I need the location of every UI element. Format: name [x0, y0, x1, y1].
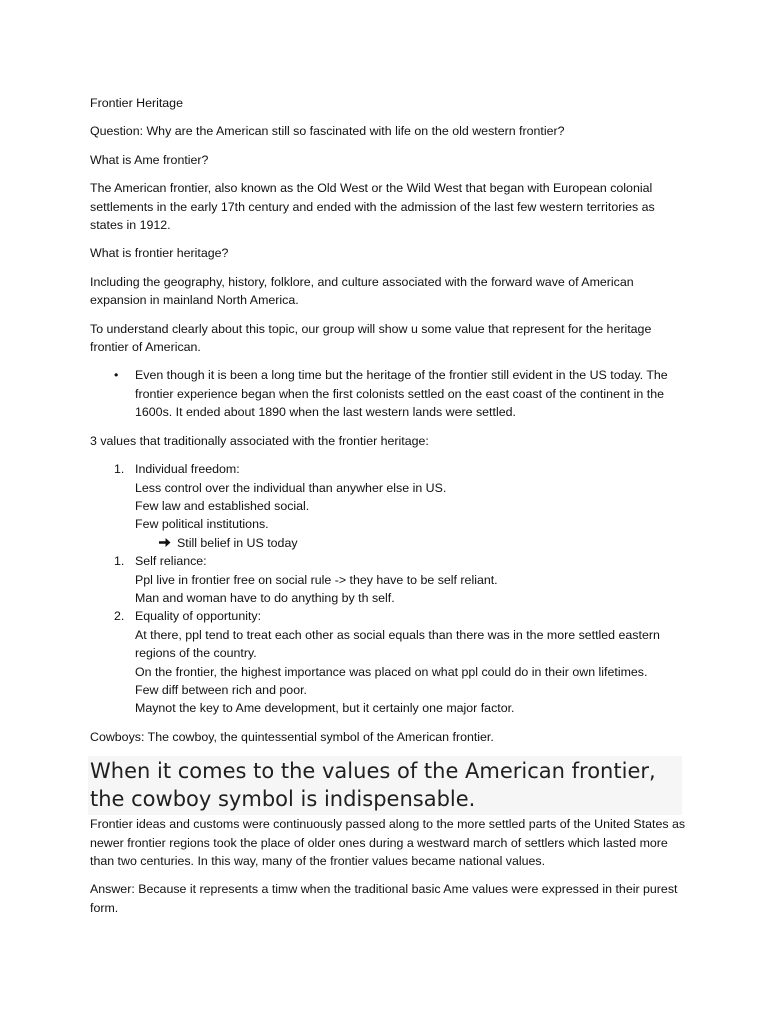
answer-paragraph: Answer: Because it represents a timw when the traditional basic Ame values were expressed in their purest form.: [90, 882, 678, 915]
value-line: Few law and established social.: [135, 498, 310, 513]
list-number: 1.: [114, 462, 125, 477]
right-arrow-icon: [159, 534, 177, 552]
value-line: Few political institutions.: [135, 517, 269, 532]
value-line: Less control over the individual than anywher else in US.: [135, 480, 447, 495]
value-item-individual-freedom: [90, 460, 690, 552]
bullet-item: [90, 366, 690, 421]
value-title: Individual freedom:: [135, 462, 240, 477]
value-item-self-reliance: [90, 552, 690, 607]
document-page: [90, 94, 690, 927]
heritage-definition-paragraph: Including the geography, history, folklore, and culture associated with the forward wave of American expansion in mainland North America.: [90, 274, 634, 308]
ideas-paragraph: Frontier ideas and customs were continuously passed along to the more settled parts of the United States as newer frontier regions took the place of older ones during a westward march of settlers which lasted more than two centuries. In this way, many of the frontier values became national values.: [90, 817, 686, 868]
bullet-text: Even though it is been a long time but the heritage of the frontier still evident in the US today. The frontier experience began when the first colonists settled on the east coast of the continent in the 1600s. It ended about 1890 when the last western lands were settled.: [135, 368, 668, 420]
document-title: Frontier Heritage: [90, 96, 183, 110]
value-title: Equality of opportunity:: [135, 609, 262, 624]
what-is-heritage-heading: What is frontier heritage?: [90, 246, 229, 261]
bullet-dot-icon: •: [114, 368, 119, 383]
value-line: Man and woman have to do anything by th self.: [135, 590, 395, 605]
arrow-note-text: Still belief in US today: [177, 535, 298, 550]
understand-intro-paragraph: To understand clearly about this topic, our group will show u some value that represent for the heritage frontier of American.: [90, 321, 652, 355]
list-number: 2.: [114, 609, 125, 624]
question-paragraph: Question: Why are the American still so fascinated with life on the old western frontier?: [90, 124, 565, 139]
cowboys-paragraph: Cowboys: The cowboy, the quintessential symbol of the American frontier.: [90, 729, 494, 744]
cowboy-symbol-heading: When it comes to the values of the American frontier, the cowboy symbol is indispensable.: [88, 756, 682, 815]
value-line: On the frontier, the highest importance was placed on what ppl could do in their own lifetimes.: [135, 664, 648, 679]
value-item-equality: [90, 607, 690, 717]
value-line: Ppl live in frontier free on social rule -> they have to be self reliant.: [135, 572, 498, 587]
list-number: 1.: [114, 554, 125, 569]
bullet-list: [90, 366, 690, 421]
value-line: At there, ppl tend to treat each other as social equals than there was in the more settled eastern regions of the country.: [135, 627, 660, 661]
values-list: [90, 460, 690, 718]
frontier-definition-paragraph: The American frontier, also known as the Old West or the Wild West that began with European colonial settlements in the early 17th century and ended with the admission of the last few western territories as states in 1912.: [90, 181, 655, 233]
arrow-note: [135, 534, 690, 552]
values-intro-paragraph: 3 values that traditionally associated with the frontier heritage:: [90, 433, 429, 448]
value-line: Maynot the key to Ame development, but it certainly one major factor.: [135, 701, 515, 716]
value-line: Few diff between rich and poor.: [135, 682, 307, 697]
what-is-frontier-heading: What is Ame frontier?: [90, 152, 209, 167]
value-title: Self reliance:: [135, 554, 207, 569]
